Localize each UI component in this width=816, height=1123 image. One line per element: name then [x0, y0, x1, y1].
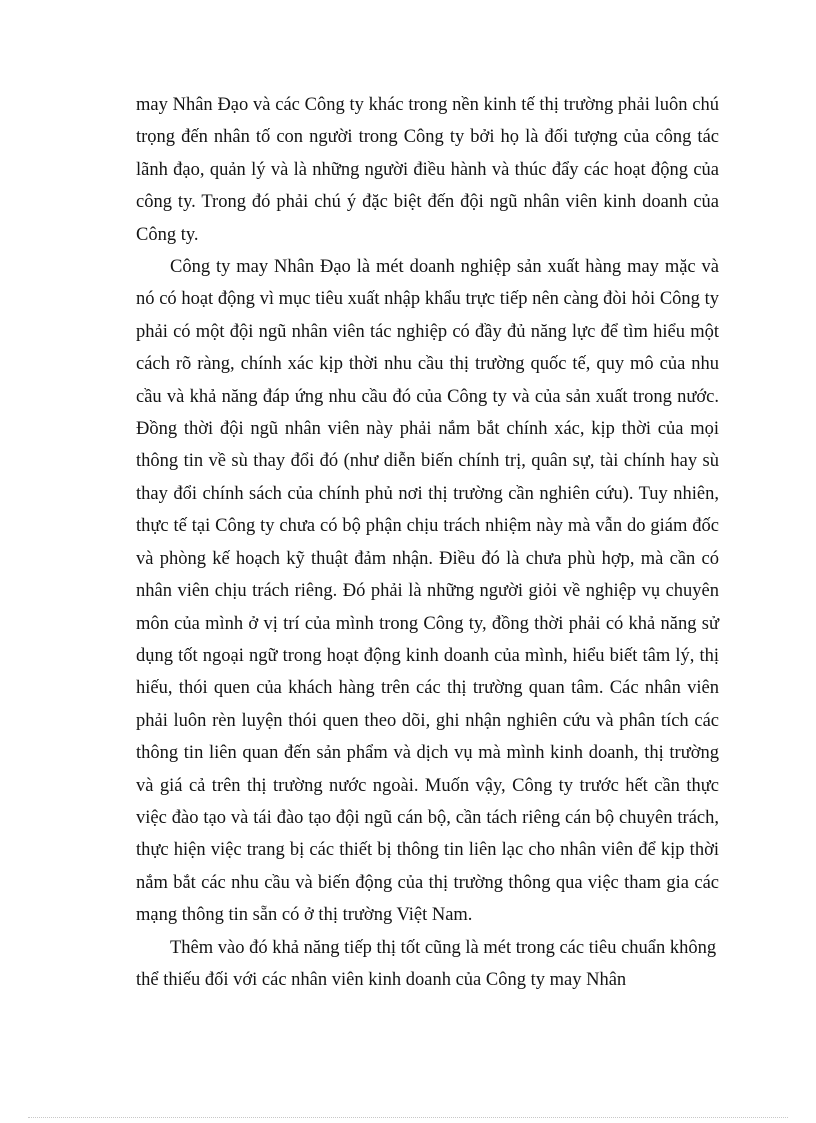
paragraph-3: Thêm vào đó khả năng tiếp thị tốt cũng là mét trong các tiêu chuẩn không thể thiếu đối với các nhân viên kinh doanh của Công ty may Nhân	[136, 937, 717, 990]
paragraph-1: may Nhân Đạo và các Công ty khác trong nền kinh tế thị trường phải luôn chú trọng đến nhân tố con người trong Công ty bởi họ là đối tượng của công tác lãnh đạo, quản lý và là những người điều hành và thúc đẩy các hoạt động của công ty. Trong đó phải chú ý đặc biệt đến đội ngũ nhân viên kinh doanh của Công ty.	[136, 95, 719, 245]
paragraph-2: Công ty may Nhân Đạo là mét doanh nghiệp sản xuất hàng may mặc và nó có hoạt động vì mục tiêu xuất nhập khẩu trực tiếp nên càng đòi hỏi Công ty phải có một đội ngũ nhân viên tác nghiệp có đầy đủ năng lực để tìm hiểu một cách rõ ràng, chính xác kịp thời nhu cầu thị trường quốc tế, quy mô của nhu cầu và khả năng đáp ứng nhu cầu đó của Công ty và của sản xuất trong nước. Đồng thời đội ngũ nhân viên này phải nắm bắt chính xác, kịp thời của mọi thông tin về sù thay đổi đó (như diễn biến chính trị, quân sự, tài chính hay sù thay đổi chính sách của chính phủ nơi thị trường cần nghiên cứu). Tuy nhiên, thực tế tại Công ty chưa có bộ phận chịu trách nhiệm này mà vẫn do giám đốc và phòng kế hoạch kỹ thuật đảm nhận. Điều đó là chưa phù hợp, mà cần có nhân viên chịu trách riêng. Đó phải là những người giỏi về nghiệp vụ chuyên môn của mình ở vị trí của mình trong Công ty, đồng thời phải có khả năng sử dụng tốt ngoại ngữ trong hoạt động kinh doanh của mình, hiểu biết tâm lý, thị hiếu, thói quen của khách hàng trên các thị trường quan tâm. Các nhân viên phải luôn rèn luyện thói quen theo dõi, ghi nhận nghiên cứu và phân tích các thông tin liên quan đến sản phẩm và dịch vụ mà mình kinh doanh, thị trường và giá cả trên thị trường nước ngoài. Muốn vậy, Công ty trước hết cần thực việc đào tạo và tái đào tạo đội ngũ cán bộ, cần tách riêng cán bộ chuyên trách, thực hiện việc trang bị các thiết bị thông tin liên lạc cho nhân viên để kịp thời nắm bắt các nhu cầu và biến động của thị trường thông qua việc tham gia các mạng thông tin sẵn có ở thị trường Việt Nam.	[136, 257, 719, 926]
page-bottom-divider	[28, 1117, 788, 1118]
document-body	[136, 89, 719, 996]
